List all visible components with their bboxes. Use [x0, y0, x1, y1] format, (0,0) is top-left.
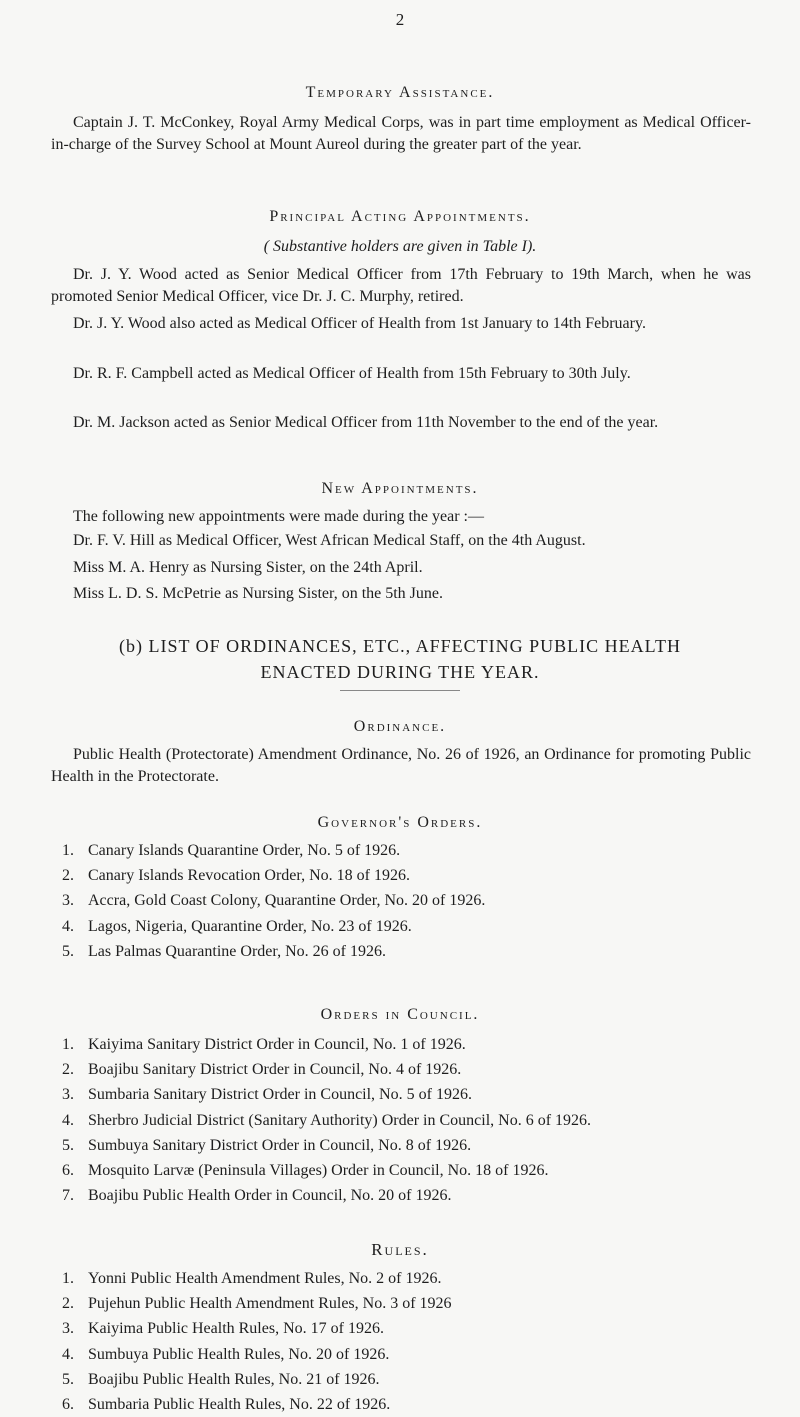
acting-paragraph-4: Dr. M. Jackson acted as Senior Medical Officer from 11th November to the end of the year. [73, 414, 659, 431]
list-item: 1. Canary Islands Quarantine Order, No. 5 of 1926. [62, 842, 401, 859]
list-item: 1. Yonni Public Health Amendment Rules, No. 2 of 1926. [62, 1270, 442, 1287]
principal-acting-subheading: ( Substantive holders are given in Table I). [263, 238, 537, 255]
list-item: 3. Accra, Gold Coast Colony, Quarantine Order, No. 20 of 1926. [62, 892, 486, 910]
list-item: 4. Sherbro Judicial District (Sanitary Authority) Order in Council, No. 6 of 1926. [62, 1111, 592, 1129]
temporary-assistance-heading: Temporary Assistance. [305, 84, 495, 101]
acting-paragraph-1: Dr. J. Y. Wood acted as Senior Medical Officer from 17th February to 19th March, when he was promoted Senior Medical Officer, vice Dr. J. C. Murphy, retired. [51, 266, 751, 305]
list-item: 4. Sumbuya Public Health Rules, No. 20 of 1926. [62, 1345, 390, 1363]
temporary-assistance-text: Captain J. T. McConkey, Royal Army Medical Corps, was in part time employment as Medical Officer-in-charge of the Survey School at Mount Aureol during the greater part of the year. [51, 114, 751, 153]
new-appointments-heading: New Appointments. [321, 480, 479, 497]
appointment-item: Miss M. A. Henry as Nursing Sister, on the 24th April. [73, 559, 423, 576]
list-item: 5. Boajibu Public Health Rules, No. 21 of 1926. [62, 1370, 380, 1388]
principal-acting-heading: Principal Acting Appointments. [269, 208, 531, 225]
section-b-title-line1: (b) LIST OF ORDINANCES, ETC., AFFECTING PUBLIC HEALTH [118, 636, 682, 656]
page-number: 2 [395, 10, 405, 29]
list-item: 2. Pujehun Public Health Amendment Rules, No. 3 of 1926 [62, 1295, 452, 1313]
list-item: 6. Sumbaria Public Health Rules, No. 22 of 1926. [62, 1395, 391, 1413]
ordinance-heading: Ordinance. [353, 718, 447, 735]
orders-in-council-heading: Orders in Council. [320, 1006, 480, 1023]
appointment-item: Miss L. D. S. McPetrie as Nursing Sister, on the 5th June. [73, 585, 444, 602]
acting-paragraph-3: Dr. R. F. Campbell acted as Medical Officer of Health from 15th February to 30th July. [73, 365, 631, 382]
rules-list [62, 1266, 782, 1417]
list-item: 5. Las Palmas Quarantine Order, No. 26 of 1926. [62, 942, 386, 960]
acting-paragraph-2: Dr. J. Y. Wood also acted as Medical Officer of Health from 1st January to 14th February. [73, 315, 646, 332]
governors-orders-list [62, 838, 782, 964]
list-item: 2. Boajibu Sanitary District Order in Council, No. 4 of 1926. [62, 1061, 462, 1079]
orders-in-council-list [62, 1032, 782, 1208]
rules-heading: Rules. [371, 1240, 429, 1259]
list-item: 1. Kaiyima Sanitary District Order in Council, No. 1 of 1926. [62, 1036, 466, 1053]
list-item: 4. Lagos, Nigeria, Quarantine Order, No. 23 of 1926. [62, 917, 412, 935]
appointment-item: Dr. F. V. Hill as Medical Officer, West African Medical Staff, on the 4th August. [73, 532, 586, 549]
list-item: 7. Boajibu Public Health Order in Council, No. 20 of 1926. [62, 1187, 452, 1205]
section-b-title-line2: ENACTED DURING THE YEAR. [260, 662, 540, 682]
new-appointments-intro: The following new appointments were made during the year :— [73, 508, 484, 525]
list-item: 6. Mosquito Larvæ (Peninsula Villages) Order in Council, No. 18 of 1926. [62, 1161, 549, 1179]
list-item: 3. Sumbaria Sanitary District Order in Council, No. 5 of 1926. [62, 1086, 472, 1104]
list-item: 3. Kaiyima Public Health Rules, No. 17 of 1926. [62, 1320, 384, 1338]
list-item: 2. Canary Islands Revocation Order, No. 18 of 1926. [62, 867, 410, 885]
ordinance-text: Public Health (Protectorate) Amendment Ordinance, No. 26 of 1926, an Ordinance for promoting Public Health in the Protectorate. [51, 746, 751, 785]
governors-orders-heading: Governor's Orders. [317, 814, 483, 831]
divider [340, 690, 460, 691]
list-item: 5. Sumbuya Sanitary District Order in Council, No. 8 of 1926. [62, 1136, 472, 1154]
